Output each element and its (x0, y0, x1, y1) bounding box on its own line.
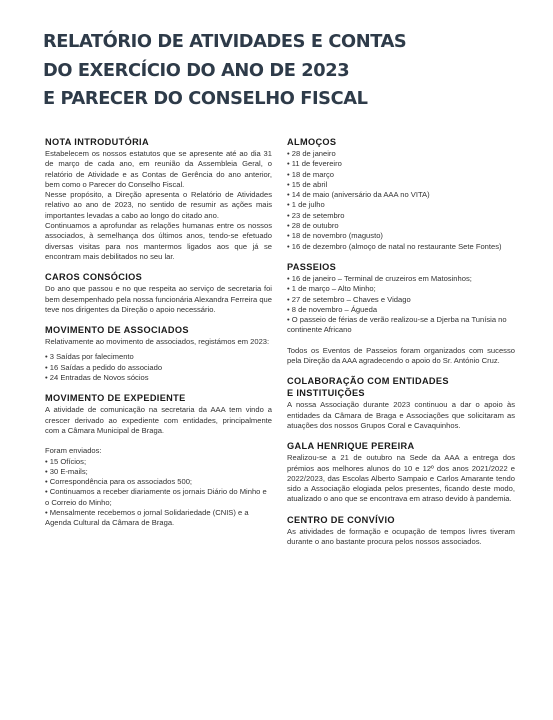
list-item: • 15 de abril (287, 179, 328, 189)
list-item: • 11 de fevereiro (287, 159, 342, 169)
list-item: • 28 de outubro (287, 221, 339, 231)
section-movimento-expediente (45, 393, 272, 528)
list-item: • 27 de setembro – Chaves e Vidago (287, 294, 411, 304)
list-item: • 30 E-mails; (45, 466, 88, 476)
paragraph: As atividades de formação e ocupação de tempos livres tiveram durante o ano bastante procura pelos nossos associados. (287, 526, 515, 547)
report-title (43, 28, 523, 114)
list-item: • 8 de novembro – Águeda (287, 304, 378, 314)
almocos-list (287, 149, 515, 252)
list-item: • 16 de dezembro (almoço de natal no restaurante Sete Fontes) (287, 241, 502, 251)
list-item: • 16 de janeiro – Terminal de cruzeiros em Matosinhos; (287, 273, 472, 283)
list-item: • Continuamos a receber diariamente os jornais Diário do Minho e o Correio do Minho; (45, 487, 267, 507)
list-item: • 3 Saídas por falecimento (45, 352, 134, 362)
list-item: • 15 Ofícios; (45, 456, 87, 466)
section-heading-line-2: E INSTITUIÇÕES (287, 388, 365, 399)
section-colaboracao (287, 376, 515, 431)
list-item: • 18 de novembro (magusto) (287, 231, 383, 241)
list-item: • 1 de março – Alto Minho; (287, 284, 376, 294)
section-almocos (287, 137, 515, 252)
list-item: • Correspondência para os associados 500; (45, 477, 193, 487)
paragraph: Do ano que passou e no que respeita ao serviço de secretaria foi bem desempenhado pela nossa funcionária Alexandra Ferreira que teve nos dirigentes da Direção o apoio necessário. (45, 284, 272, 314)
section-heading: MOVIMENTO DE ASSOCIADOS (45, 325, 189, 336)
list-item: • 24 Entradas de Novos sócios (45, 373, 149, 383)
paragraph: Todos os Eventos de Passeios foram organizados com sucesso pela Direção da AAA agradecendo o apoio do Sr. António Cruz. (287, 345, 515, 366)
list-item: • 14 de maio (aniversário da AAA no VITA) (287, 190, 430, 200)
right-column (287, 137, 515, 547)
associados-list (45, 352, 272, 383)
section-centro-convivio (287, 515, 515, 548)
section-heading: NOTA INTRODUTÓRIA (45, 137, 149, 147)
section-heading-line-1: COLABORAÇÃO COM ENTIDADES (287, 376, 449, 387)
paragraph: A nossa Associação durante 2023 continuou a dar o apoio às entidades da Câmara de Braga e Associações que solicitaram as atuações dos nossos Grupos Coral e Cavaquinhos. (287, 400, 515, 430)
paragraph: Relativamente ao movimento de associados, registámos em 2023: (45, 337, 270, 347)
paragraph: Estabelecem os nossos estatutos que se apresente até ao dia 31 de março de cada ano, em reunião da Assembleia Geral, o relatório de Atividade e as Contas de Gerência do ano anterior, bem como o Parecer do Conselho Fiscal. (45, 149, 272, 189)
section-heading: MOVIMENTO DE EXPEDIENTE (45, 393, 186, 404)
list-item: • 18 de março (287, 169, 334, 179)
paragraph: Realizou-se a 21 de outubro na Sede da AAA a entrega dos prémios aos melhores alunos do 10 e 12º dos anos 2021/2022 e 2022/2023, das Escolas Alberto Sampaio e Carlos Amarante tendo sido a Associação elogiada pelos presentes, ficando deste modo, atualizado o ano que se encontrava em atraso devido à pandemia. (287, 453, 515, 504)
paragraph: Continuamos a aprofundar as relações humanas entre os nossos associados, à semelhança dos últimos anos, tendo-se efetuado diversas visitas para nos mantermos ligados aos que já se encontram mais debilitados no seu lar. (45, 221, 272, 261)
paragraph: Foram enviados: (45, 446, 102, 456)
section-heading: CENTRO DE CONVÍVIO (287, 514, 395, 525)
list-item: • 16 Saídas a pedido do associado (45, 362, 163, 372)
left-column (45, 137, 272, 529)
section-heading: ALMOÇOS (287, 137, 337, 147)
list-item: • 28 de janeiro (287, 149, 336, 158)
section-passeios (287, 262, 515, 366)
paragraph: A atividade de comunicação na secretaria da AAA tem vindo a crescer derivado ao expediente com entidades, principalmente com a Câmara Municipal de Braga. (45, 405, 272, 435)
section-nota-introdutoria (45, 137, 272, 262)
title-line-1: RELATÓRIO DE ATIVIDADES E CONTAS (43, 31, 407, 52)
section-heading: GALA HENRIQUE PEREIRA (287, 441, 415, 452)
section-heading: CAROS CONSÓCIOS (45, 272, 143, 283)
section-movimento-associados (45, 325, 272, 383)
section-caros-consocios (45, 272, 272, 315)
list-item: • O passeio de férias de verão realizou-se a Djerba na Tunísia no continente Africano (287, 315, 507, 335)
expediente-list (45, 457, 272, 529)
passeios-list (287, 274, 515, 336)
list-item: • Mensalmente recebemos o jornal Solidariedade (CNIS) e a Agenda Cultural da Câmara de Braga. (45, 508, 249, 528)
title-line-2: DO EXERCÍCIO DO ANO DE 2023 (43, 59, 350, 81)
title-line-3: E PARECER DO CONSELHO FISCAL (43, 88, 368, 109)
list-item: • 1 de julho (287, 200, 325, 210)
section-gala (287, 441, 515, 504)
paragraph: Nesse propósito, a Direção apresenta o Relatório de Atividades relativo ao ano de 2023, no sentido de resumir as ações mais importantes levadas a cabo ao longo do citado ano. (45, 190, 272, 220)
list-item: • 23 de setembro (287, 210, 345, 220)
section-heading: PASSEIOS (287, 261, 337, 272)
